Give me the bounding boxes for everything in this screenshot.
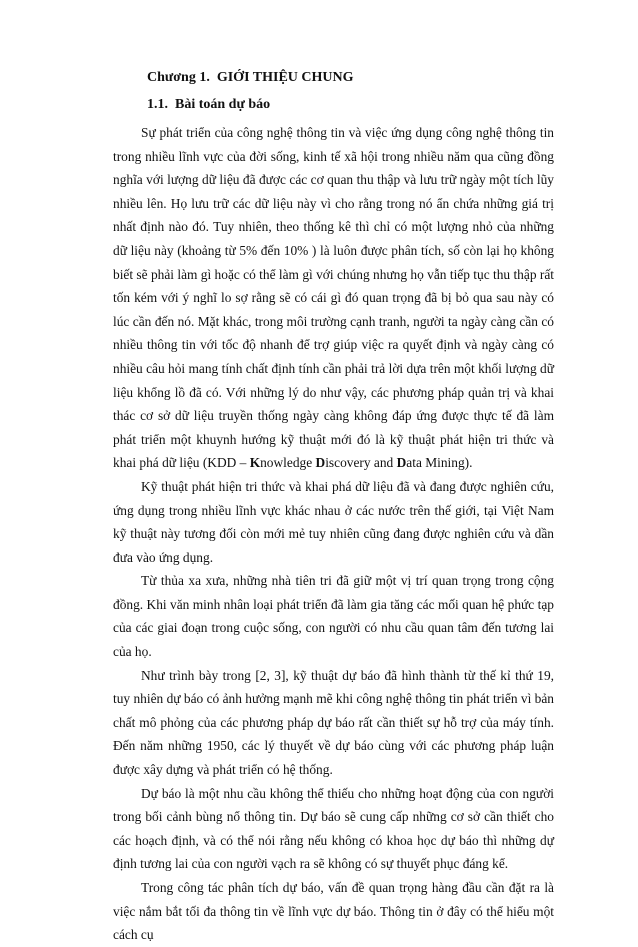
kdd-acronym: (KDD – Knowledge Discovery and Data Mining).: [199, 455, 473, 471]
paragraph-5: Dự báo là một nhu cầu không thể thiếu cho những hoạt động của con người trong bối cảnh bùng nổ thông tin. Dự báo sẽ cung cấp những cơ sở cần thiết cho các hoạch định, và có thể nói rằng nếu không có khoa học dự báo thì những dự định tương lai của con người vạch ra sẽ không có sự thuyết phục đáng kể.: [113, 785, 554, 872]
section-heading: [113, 95, 554, 115]
paragraph-1: [113, 121, 554, 475]
paragraph-4: Như trình bày trong [2, 3], kỹ thuật dự báo đã hình thành từ thế kỉ thứ 19, tuy nhiên dự báo có ảnh hưởng mạnh mẽ khi công nghệ thông tin phát triển vì bản chất mô phỏng của các phương pháp dự báo rất cần thiết sự hỗ trợ của máy tính. Đến năm những 1950, các lý thuyết về dự báo cùng với các phương pháp luận được xây dựng và phát triển có hệ thống.: [113, 667, 554, 778]
paragraph-6: Trong công tác phân tích dự báo, vấn đề quan trọng hàng đầu cần đặt ra là việc nắm bắt tối đa thông tin về lĩnh vực dự báo. Thông tin ở đây có thể hiểu một cách cụ: [113, 880, 554, 943]
chapter-title: GIỚI THIỆU CHUNG: [216, 70, 354, 85]
section-number: 1.1.: [147, 97, 168, 112]
paragraph-2: Kỹ thuật phát hiện tri thức và khai phá dữ liệu đã và đang được nghiên cứu, ứng dụng trong nhiều lĩnh vực khác nhau ở các nước trên thế giới, tại Việt Nam kỹ thuật này tương đối còn mới mẻ tuy nhiên cũng đang được nghiên cứu và dần đưa vào ứng dụng.: [113, 478, 554, 565]
paragraph-3: Từ thủa xa xưa, những nhà tiên tri đã giữ một vị trí quan trọng trong cộng đồng. Khi văn minh nhân loại phát triển đã làm gia tăng các mối quan hệ phức tạp của các giai đoạn trong cuộc sống, con người có nhu cầu quan tâm đến tương lai của họ.: [113, 573, 554, 660]
chapter-number: Chương 1.: [147, 70, 210, 85]
section-title: Bài toán dự báo: [175, 97, 271, 112]
chapter-heading: [113, 68, 554, 88]
paragraph-1-text: Sự phát triển của công nghệ thông tin và việc ứng dụng công nghệ thông tin trong nhiều lĩnh vực của đời sống, kinh tế xã hội trong nhiều năm qua cũng đồng nghĩa với lượng dữ liệu đã được các cơ quan thu thập và lưu trữ ngày một tích lũy nhiều lên. Họ lưu trữ các dữ liệu này vì cho rằng trong nó ẩn chứa những giá trị nhất định nào đó. Tuy nhiên, theo thống kê thì chỉ có một lượng nhỏ của những dữ liệu này (khoảng từ 5% đến 10% ) là luôn được phân tích, số còn lại họ không biết sẽ phải làm gì hoặc có thể làm gì với chúng nhưng họ vẫn tiếp tục thu thập rất tốn kém với ý nghĩ lo sợ rằng sẽ có cái gì đó quan trọng đã bị bỏ qua sau này có lúc cần đến nó. Mặt khác, trong môi trường cạnh tranh, người ta ngày càng cần có nhiều thông tin với tốc độ nhanh để trợ giúp việc ra quyết định và ngày càng có nhiều câu hỏi mang tính chất định tính cần phải trả lời dựa trên một khối lượng dữ liệu khổng lồ đã có. Với những lý do như vậy, các phương pháp quản trị và khai thác cơ sở dữ liệu truyền thống ngày càng không đáp ứng được thực tế đã làm phát triển một khuynh hướng kỹ thuật mới đó là kỹ thuật phát hiện tri thức và khai phá dữ liệu: [113, 125, 554, 471]
